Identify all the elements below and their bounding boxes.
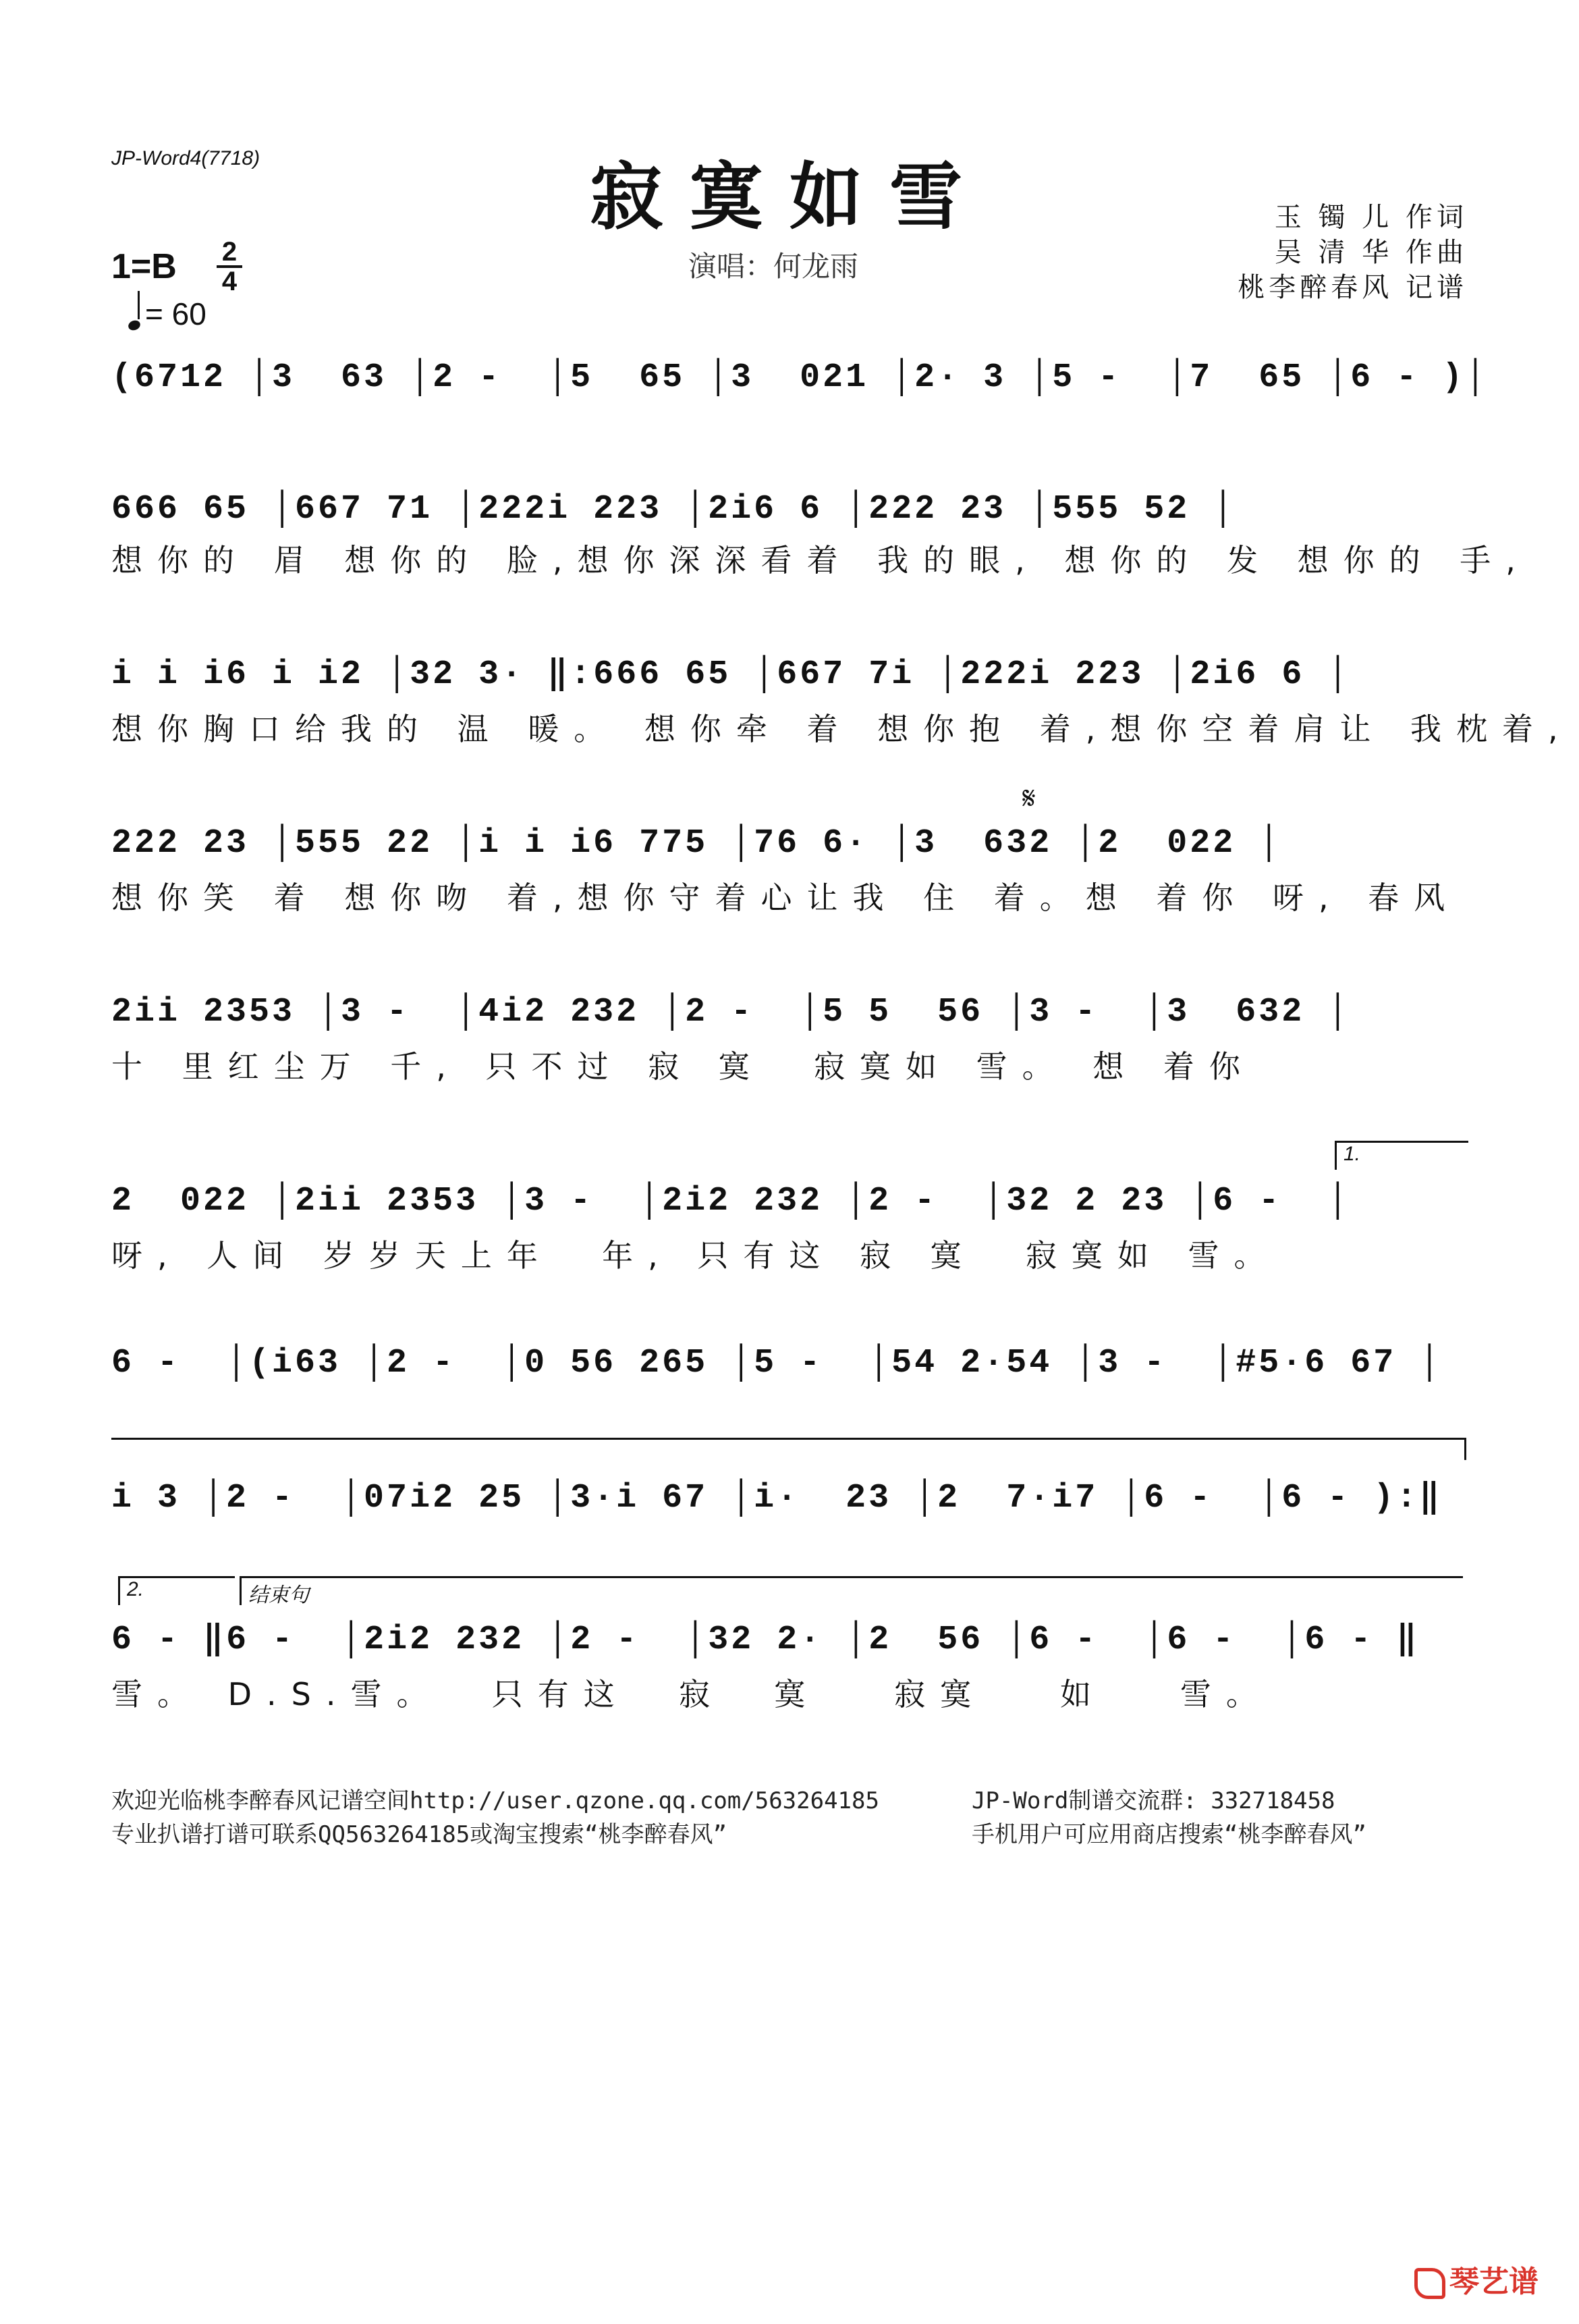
score-lyrics-row-5: 十 里红尘万 千, 只不过 寂 寞 寂寞如 雪。 想 着你 xyxy=(111,1048,1255,1085)
time-signature-top: 2 xyxy=(221,237,238,267)
transcriber-credit: 桃李醉春风 记谱 xyxy=(1238,272,1468,303)
software-label: JP-Word4(7718) xyxy=(111,147,260,169)
score-notes-row-4: 222 23 │555 22 │i i i6 775 │76 6· │3 632 │2 022 │ xyxy=(111,824,1282,863)
score-lyrics-row-6: 呀, 人间 岁岁天上年 年, 只有这 寂 寞 寂寞如 雪。 xyxy=(111,1237,1280,1274)
watermark xyxy=(1414,2257,1539,2300)
score-notes-row-1: (6712 │3 63 │2 - │5 65 │3 021 │2· 3 │5 - │7 65 │6 - )│ xyxy=(111,358,1489,397)
quarter-note-icon xyxy=(127,319,142,331)
score-notes-row-8: i 3 │2 - │07i2 25 │3·i 67 │i· 23 │2 7·i7 │6 - │6 - ):‖ xyxy=(111,1479,1443,1517)
score-lyrics-row-3: 想你胸口给我的 温 暖。 想你牵 着 想你抱 着,想你空着肩让 我枕着, xyxy=(111,711,1573,747)
score-lyrics-row-9: 雪。 D.S.雪。 只有这 寂 寞 寂寞 如 雪。 xyxy=(111,1676,1272,1712)
note-stem xyxy=(138,291,140,319)
footer-contact: 专业扒谱打谱可联系QQ563264185或淘宝搜索“桃李醉春风” xyxy=(111,1821,727,1848)
composer-credit: 吴 清 华 作曲 xyxy=(1274,237,1468,268)
segno-icon: 𝄋 xyxy=(1022,780,1036,816)
score-lyrics-row-4: 想你笑 着 想你吻 着,想你守着心让我 住 着。想 着你 呀, 春风 xyxy=(111,880,1460,916)
first-ending-bracket: 1. xyxy=(1335,1141,1468,1170)
key-signature: 1=B xyxy=(111,247,177,286)
ending-phrase-bracket: 结束句 xyxy=(240,1576,1463,1605)
second-ending-bracket: 2. xyxy=(118,1576,235,1605)
watermark-logo-icon xyxy=(1414,2268,1445,2299)
footer-website: 欢迎光临桃李醉春风记谱空间http://user.qzone.qq.com/563264185 xyxy=(111,1787,879,1814)
score-notes-row-5: 2ii 2353 │3 - │4i2 232 │2 - │5 5 56 │3 - │3 632 │ xyxy=(111,993,1351,1031)
tempo-marking xyxy=(128,296,206,332)
footer-group: JP-Word制谱交流群: 332718458 xyxy=(972,1787,1335,1814)
watermark-text: 琴艺谱 xyxy=(1449,2265,1539,2299)
score-notes-row-6: 2 022 │2ii 2353 │3 - │2i2 232 │2 - │32 2 23 │6 - │ xyxy=(111,1182,1351,1220)
footer-app: 手机用户可应用商店搜索“桃李醉春风” xyxy=(972,1821,1366,1848)
time-signature xyxy=(213,237,246,296)
score-notes-row-3: i i i6 i i2 │32 3· ‖:666 65 │667 7i │222i 223 │2i6 6 │ xyxy=(111,655,1351,694)
tempo-value: = 60 xyxy=(145,296,206,331)
score-lyrics-row-2: 想你的 眉 想你的 脸,想你深深看着 我的眼, 想你的 发 想你的 手, xyxy=(111,542,1530,578)
singer-credit: 演唱：何龙雨 xyxy=(688,250,859,283)
song-title: 寂寞如雪 xyxy=(589,155,989,240)
interlude-bracket xyxy=(111,1438,1466,1460)
score-notes-row-9: 6 - ‖6 - │2i2 232 │2 - │32 2· │2 56 │6 - │6 - │6 - ‖ xyxy=(111,1621,1420,1659)
score-notes-row-7: 6 - │(i63 │2 - │0 56 265 │5 - │54 2·54 │3 - │#5·6 67 │ xyxy=(111,1344,1443,1382)
time-signature-bottom: 4 xyxy=(221,267,238,296)
score-notes-row-2: 666 65 │667 71 │222i 223 │2i6 6 │222 23 │555 52 │ xyxy=(111,490,1236,529)
lyricist-credit: 玉 镯 儿 作词 xyxy=(1274,202,1468,233)
